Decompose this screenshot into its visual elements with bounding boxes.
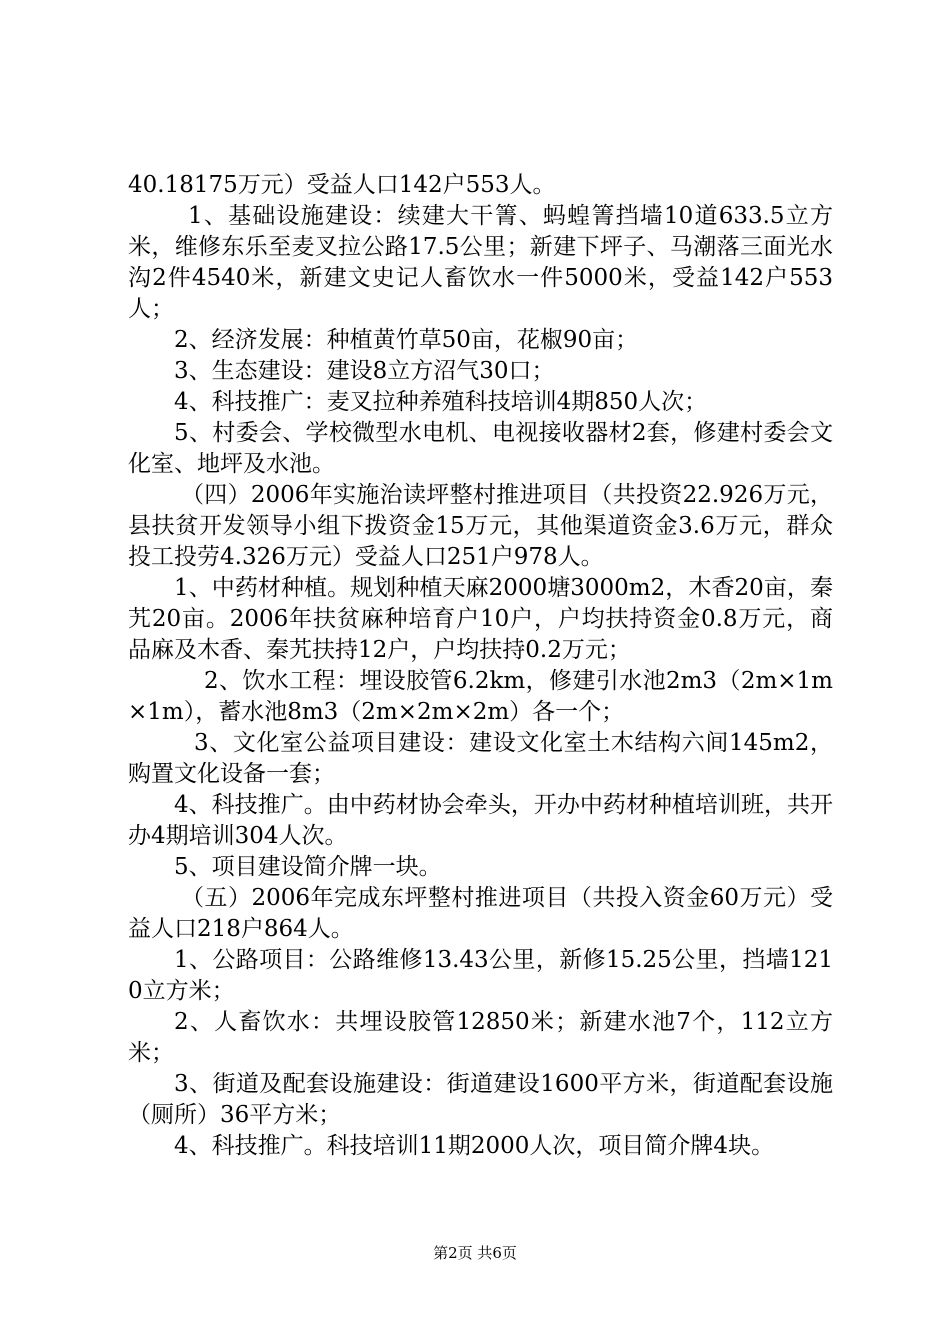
paragraph-continued-beneficiaries: 40.18175万元）受益人口142户553人。 (128, 172, 556, 198)
paragraph-medicinal-planting: 1、中药材种植。规划种植天麻2000塘3000m2，木香20亩，秦艽20亩。2006年扶贫麻种培育户10户，户均扶持资金0.8万元，商品麻及木香、秦艽扶持12户，户均扶持0.2万元； (128, 575, 833, 663)
page-footer: 第2页 共6页 (433, 1244, 517, 1262)
paragraph-infrastructure: 1、基础设施建设：续建大干箐、蚂蝗箐挡墙10道633.5立方米，维修东乐至麦叉拉公路17.5公里；新建下坪子、马潮落三面光水沟2件4540米，新建文史记人畜饮水一件5000米，受益142户553人； (128, 203, 833, 322)
paragraph-final-tech: 4、科技推广。科技培训11期2000人次，项目简介牌4块。 (174, 1133, 775, 1159)
paragraph-tech-promotion: 4、科技推广：麦叉拉种养殖科技培训4期850人次； (174, 389, 708, 415)
document-body (128, 170, 833, 1162)
paragraph-ecological-construction: 3、生态建设：建设8立方沼气30口； (174, 358, 555, 384)
paragraph-economic-development: 2、经济发展：种植黄竹草50亩，花椒90亩； (174, 327, 639, 353)
paragraph-training: 4、科技推广。由中药材协会牵头，开办中药材种植培训班，共开办4期培训304人次。 (128, 792, 833, 849)
paragraph-culture-room: 3、文化室公益项目建设：建设文化室土木结构六间145m2，购置文化设备一套； (128, 730, 833, 787)
paragraph-drinking-water: 2、饮水工程：埋设胶管6.2km，修建引水池2m3（2m×1m×1m），蓄水池8m3（2m×2m×2m）各一个； (128, 668, 833, 725)
paragraph-section-four: （四）2006年实施治读坪整村推进项目（共投资22.926万元，县扶贫开发领导小组下拨资金15万元，其他渠道资金3.6万元，群众投工投劳4.326万元）受益人口251户978人。 (128, 482, 833, 570)
paragraph-project-sign: 5、项目建设简介牌一块。 (174, 854, 442, 880)
paragraph-section-five: （五）2006年完成东坪整村推进项目（共投入资金60万元）受益人口218户864人。 (128, 885, 833, 942)
paragraph-street-facilities: 3、街道及配套设施建设：街道建设1600平方米，街道配套设施（厕所）36平方米； (128, 1071, 833, 1128)
paragraph-road-project: 1、公路项目：公路维修13.43公里，新修15.25公里，挡墙1210立方米； (128, 947, 833, 1004)
paragraph-village-committee: 5、村委会、学校微型水电机、电视接收器材2套，修建村委会文化室、地坪及水池。 (128, 420, 833, 477)
paragraph-livestock-water: 2、人畜饮水：共埋设胶管12850米；新建水池7个，112立方米； (128, 1009, 833, 1066)
